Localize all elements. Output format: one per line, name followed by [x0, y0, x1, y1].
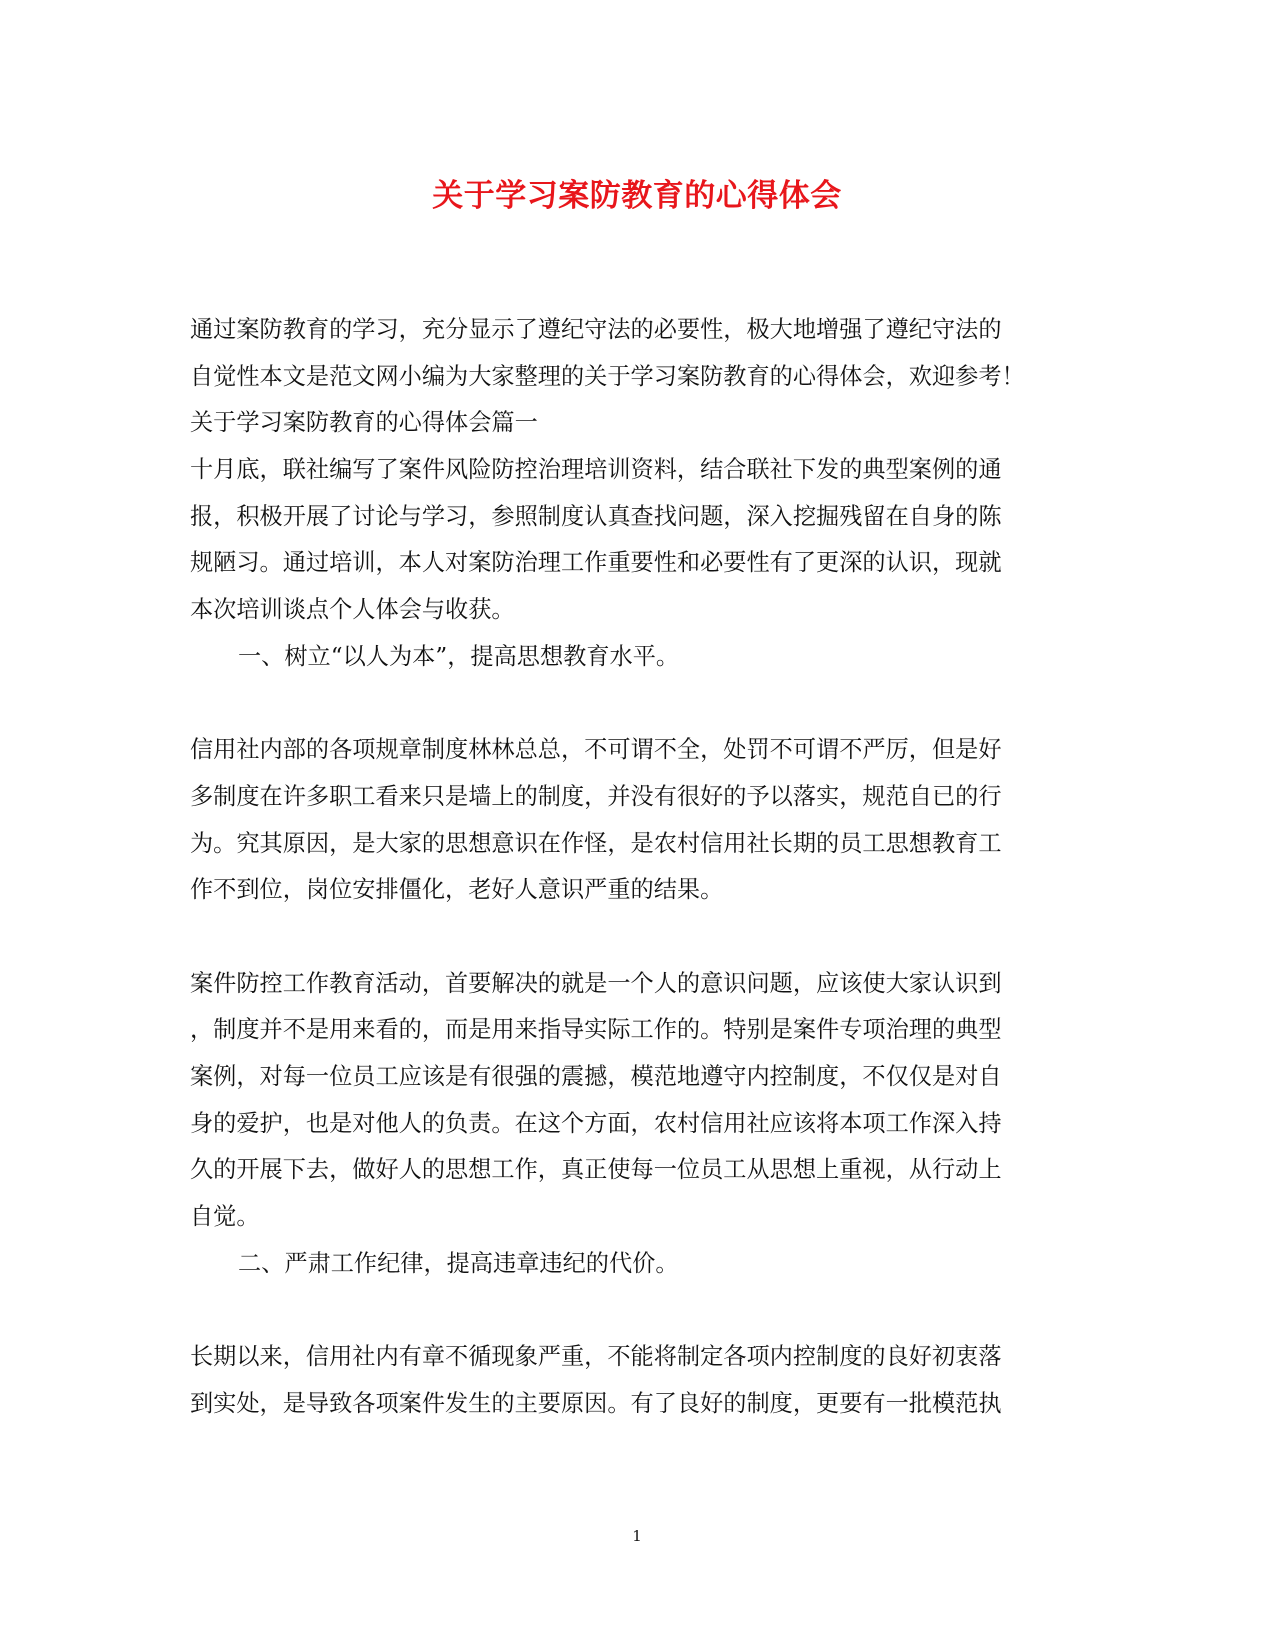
paragraph-line: ，制度并不是用来看的，而是用来指导实际工作的。特别是案件专项治理的典型 [190, 1016, 1002, 1043]
paragraph-line: 身的爱护，也是对他人的负责。在这个方面，农村信用社应该将本项工作深入持 [190, 1110, 1002, 1137]
paragraph-line: 为。究其原因，是大家的思想意识在作怪，是农村信用社长期的员工思想教育工 [190, 830, 1002, 857]
subsection-heading: 一、树立“以人为本”，提高思想教育水平。 [238, 643, 680, 670]
paragraph-line: 长期以来，信用社内有章不循现象严重，不能将制定各项内控制度的良好初衷落 [190, 1343, 1002, 1370]
subsection-heading: 二、严肃工作纪律，提高违章违纪的代价。 [238, 1250, 679, 1277]
section-heading: 关于学习案防教育的心得体会篇一 [190, 409, 538, 436]
paragraph-line: 作不到位，岗位安排僵化，老好人意识严重的结果。 [190, 876, 724, 903]
paragraph-line: 多制度在许多职工看来只是墙上的制度，并没有很好的予以落实，规范自已的行 [190, 783, 1002, 810]
paragraph-line: 案例，对每一位员工应该是有很强的震撼，模范地遵守内控制度，不仅仅是对自 [190, 1063, 1002, 1090]
document-title: 关于学习案防教育的心得体会 [432, 178, 842, 214]
page-number: 1 [632, 1527, 642, 1545]
paragraph-line: 到实处，是导致各项案件发生的主要原因。有了良好的制度，更要有一批模范执 [190, 1390, 1002, 1417]
paragraph-line: 本次培训谈点个人体会与收获。 [190, 596, 515, 623]
paragraph-line: 规陋习。通过培训，本人对案防治理工作重要性和必要性有了更深的认识，现就 [190, 549, 1002, 576]
paragraph-line: 十月底，联社编写了案件风险防控治理培训资料，结合联社下发的典型案例的通 [190, 456, 1002, 483]
paragraph-line: 久的开展下去，做好人的思想工作，真正使每一位员工从思想上重视，从行动上 [190, 1156, 1002, 1183]
paragraph-line: 通过案防教育的学习，充分显示了遵纪守法的必要性，极大地增强了遵纪守法的 [190, 316, 1002, 343]
paragraph-line: 报，积极开展了讨论与学习，参照制度认真查找问题，深入挖掘残留在自身的陈 [190, 503, 1002, 530]
paragraph-line: 自觉。 [190, 1203, 260, 1230]
paragraph-line: 案件防控工作教育活动，首要解决的就是一个人的意识问题，应该使大家认识到 [190, 970, 1002, 997]
paragraph-line: 自觉性本文是范文网小编为大家整理的关于学习案防教育的心得体会，欢迎参考！ [190, 363, 1025, 390]
paragraph-line: 信用社内部的各项规章制度林林总总，不可谓不全，处罚不可谓不严厉，但是好 [190, 736, 1002, 763]
